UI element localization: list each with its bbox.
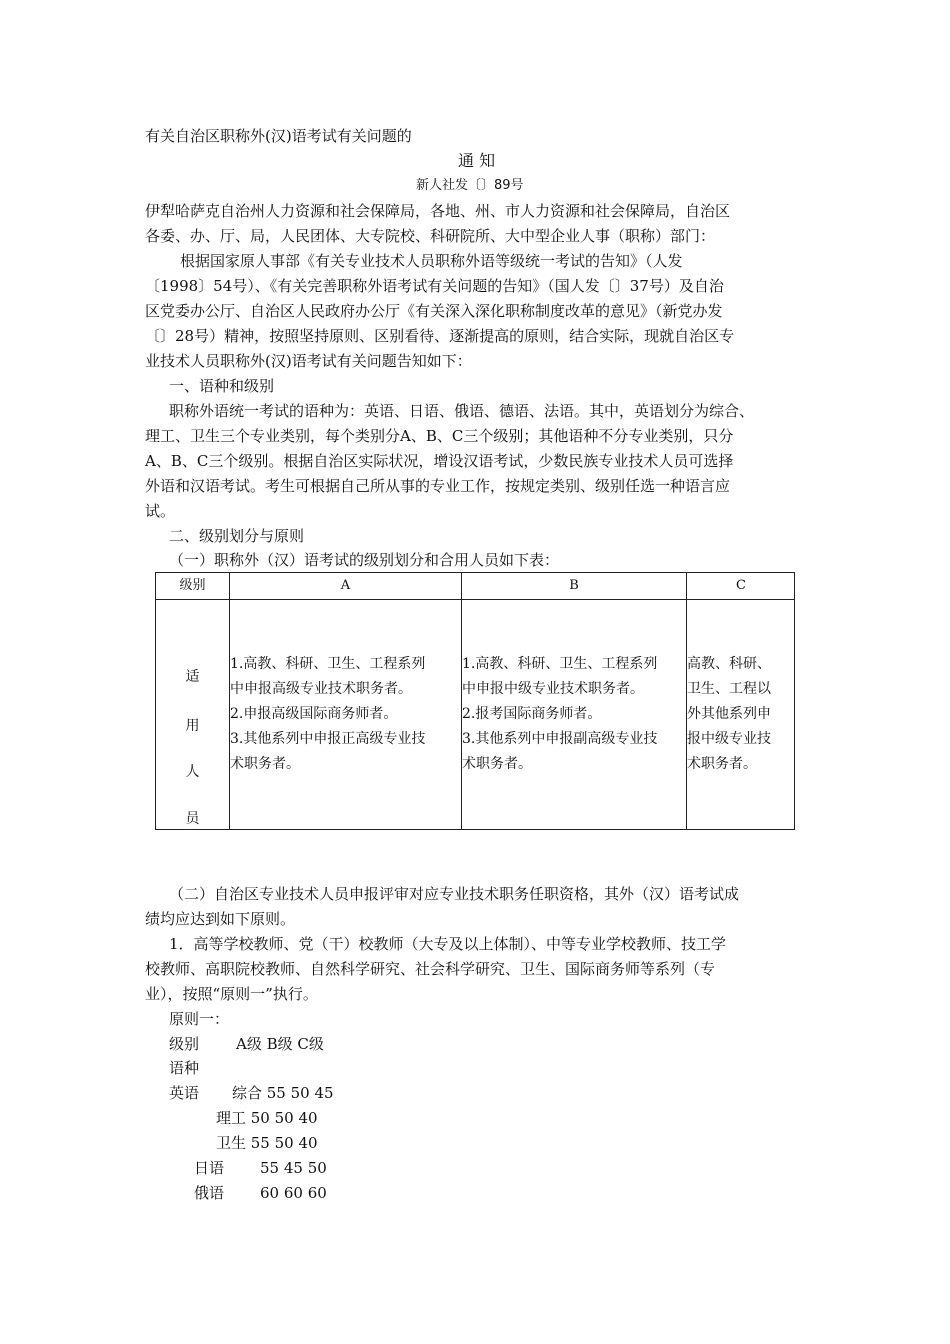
principle-row-label: 俄语 (194, 1184, 225, 1202)
table-header-c: C (736, 578, 746, 593)
document-number: 新人社发〔〕89号 (416, 178, 524, 193)
row-label-char: 员 (185, 811, 200, 827)
addressee-line: 伊犁哈萨克自治州人力资源和社会保障局，各地、州、市人力资源和社会保障局，自治区 (145, 202, 731, 220)
table-cell-b: 1.高教、科研、卫生、工程系列 中申报中级专业技术职务者。 2.报考国际商务师者。 3.其他系列中申报副高级专业技 术职务者。 (462, 656, 658, 772)
subsection-line: 绩均应达到如下原则。 (145, 910, 296, 928)
level-table (155, 572, 795, 830)
intro-line: 业技术人员职称外(汉)语考试有关问题告知如下： (145, 352, 472, 370)
table-divider (156, 599, 794, 600)
principle-row-label: 英语 (169, 1084, 200, 1102)
principle-row-label: 语种 (169, 1059, 200, 1077)
table-header-level: 级别 (179, 578, 206, 593)
section1-line: 理工、卫生三个专业类别，每个类别分A、B、C三个级别；其他语种不分专业类别，只分 (145, 427, 734, 445)
notice-heading: 通 知 (458, 151, 496, 170)
section-heading: 二、级别划分与原则 (169, 527, 305, 545)
addressee-line: 各委、办、厅、局，人民团体、大专院校、科研院所、大中型企业人事（职称）部门： (145, 227, 716, 245)
table-cell-a: 1.高教、科研、卫生、工程系列 中申报高级专业技术职务者。 2.申报高级国际商务师者。 3.其他系列中申报正高级专业技 术职务者。 (230, 656, 426, 772)
principle-row-label: 级别 (169, 1035, 200, 1053)
section1-line: A、B、C三个级别。根据自治区实际状况，增设汉语考试，少数民族专业技术人员可选择 (145, 452, 734, 470)
principle-row-values: 60 60 60 (260, 1184, 327, 1202)
row-label-char: 人 (185, 764, 200, 780)
intro-line: 〔1998〕54号）、《有关完善职称外语考试有关问题的告知》（国人发〔〕37号）及自治 (145, 277, 724, 295)
principle-row-values: 综合 55 50 45 (232, 1084, 334, 1102)
row-label-char: 用 (185, 718, 200, 734)
intro-line: 〔〕28号）精神，按照坚持原则、区别看待、逐渐提高的原则，结合实际，现就自治区专 (145, 327, 735, 345)
section1-line: 职称外语统一考试的语种为：英语、日语、俄语、德语、法语。其中，英语划分为综合、 (169, 402, 755, 420)
subsection-line: （二）自治区专业技术人员申报评审对应专业技术职务任职资格，其外（汉）语考试成 (169, 885, 740, 903)
principle-row-values: 卫生 55 50 40 (216, 1134, 318, 1152)
intro-line: 根据国家原人事部《有关专业技术人员职称外语等级统一考试的告知》（人发 (180, 252, 683, 270)
principle-row-label: 日语 (194, 1159, 225, 1177)
principle-row-values: 理工 50 50 40 (216, 1109, 318, 1127)
table-header-b: B (569, 578, 579, 593)
table-header-a: A (340, 578, 351, 593)
item-line: 1．高等学校教师、党（干）校教师（大专及以上体制）、中等专业学校教师、技工学 (169, 935, 727, 953)
section1-line: 外语和汉语考试。考生可根据自己所从事的专业工作，按规定类别、级别任选一种语言应 (145, 477, 731, 495)
title-line: 有关自治区职称外(汉)语考试有关问题的 (145, 127, 412, 145)
intro-line: 区党委办公厅、自治区人民政府办公厅《有关深入深化职称制度改革的意见》（新党办发 (145, 302, 723, 320)
principle-heading: 原则一： (169, 1010, 230, 1028)
row-label-char: 适 (185, 669, 200, 685)
item-line: 业），按照“原则一”执行。 (145, 985, 318, 1003)
section-heading: 一、语种和级别 (169, 377, 275, 395)
table-cell-c: 高教、科研、 卫生、工程以 外其他系列申 报中级专业技 术职务者。 (687, 656, 771, 772)
principle-row-values: 55 45 50 (260, 1159, 327, 1177)
item-line: 校教师、高职院校教师、自然科学研究、社会科学研究、卫生、国际商务师等系列（专 (145, 960, 716, 978)
subsection-heading: （一）职称外（汉）语考试的级别划分和合用人员如下表： (169, 551, 560, 569)
section1-line: 试。 (145, 502, 176, 520)
principle-row-values: A级 B级 C级 (236, 1035, 324, 1053)
